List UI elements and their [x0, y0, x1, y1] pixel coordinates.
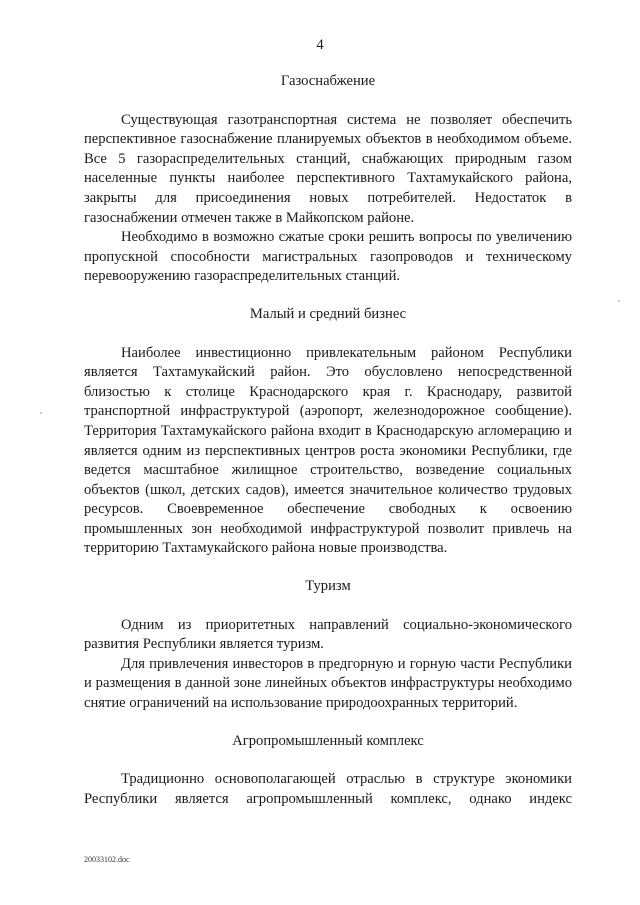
footer-filename: 20033102.doc [84, 855, 130, 864]
paragraph: Существующая газотранспортная система не позволяет обеспечить перспективное газоснабжение планируемых объектов в необходимом объеме. Все 5 газораспределительных станций, снабжающих природным газом населенные пункты наиболее перспективного Тахтамукайского района, закрыты для присоединения новых потребителей. Недостаток в газоснабжении отмечен также в Майкопском районе. [84, 111, 572, 226]
paragraph: Необходимо в возможно сжатые сроки решить вопросы по увеличению пропускной способности магистральных газопроводов и техническому перевооружению газораспределительных станций. [84, 229, 572, 285]
section-heading-small-business: Малый и средний бизнес [249, 305, 407, 322]
paragraph: Одним из приоритетных направлений социально-экономического развития Республики является туризм. [84, 616, 572, 653]
page-number: 4 [316, 37, 324, 53]
scan-speck [40, 412, 42, 414]
section-heading-tourism: Туризм [305, 578, 351, 595]
scan-speck [618, 300, 620, 302]
paragraph: Наиболее инвестиционно привлекательным районом Республики является Тахтамукайский район. Это обусловлено непосредственной близостью к столице Краснодарского края г. Краснодару, развитой транспортной инфраструктурой (аэропорт, железнодорожное сообщение). Территория Тахтамукайского района входит в Краснодарскую агломерацию и является одним из перспективных центров роста экономики Республики, где ведется масштабное жилищное строительство, возведение социальных объектов (школ, детских садов), имеется значительное количество трудовых ресурсов. Своевременное обеспечение свободных к освоению промышленных зон необходимой инфраструктурой позволит привлечь на территорию Тахтамукайского района новые производства. [84, 344, 572, 557]
paragraph: Традиционно основополагающей отраслью в структуре экономики Республики является агропромышленный комплекс, однако индекс [84, 771, 572, 807]
section-heading-agro-industrial: Агропромышленный комплекс [232, 732, 424, 749]
paragraph: Для привлечения инвесторов в предгорную и горную части Республики и размещения в данной зоне линейных объектов инфраструктуры необходимо снятие ограничений на использование природоохранных территорий. [84, 655, 572, 712]
document-body [84, 72, 572, 809]
section-heading-gas-supply: Газоснабжение [280, 73, 376, 89]
